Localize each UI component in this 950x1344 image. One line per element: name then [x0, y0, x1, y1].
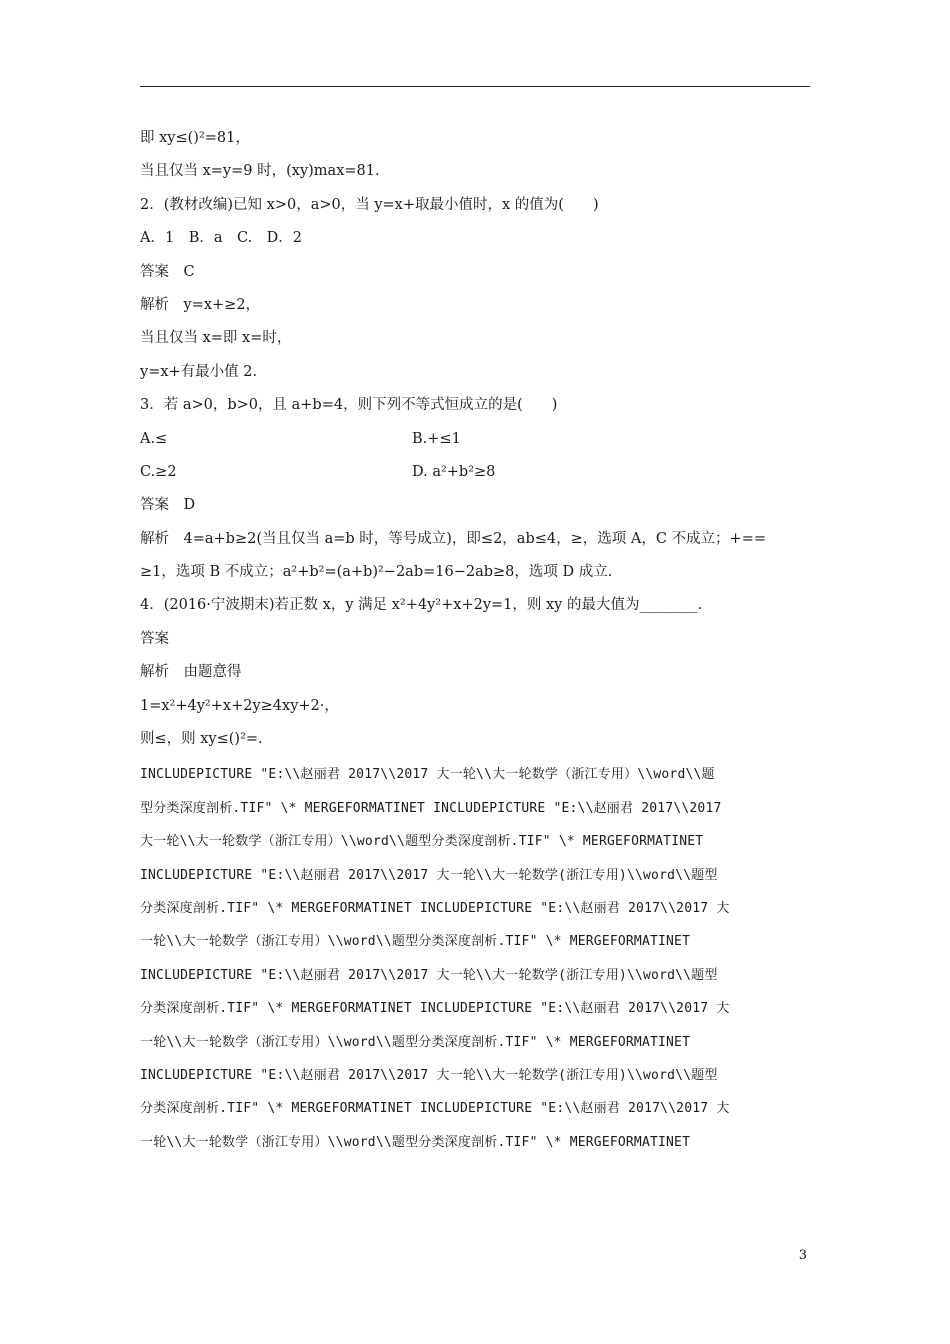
- question-4: 4．(2016·宁波期末)若正数 x，y 满足 x²+4y²+x+2y=1，则 xy 的最大值为________.: [140, 597, 703, 614]
- field-code-line: 大一轮\\大一轮数学（浙江专用）\\word\\题型分类深度剖析.TIF" \* MERGEFORMATINET: [140, 834, 704, 850]
- field-code-line: INCLUDEPICTURE "E:\\赵丽君 2017\\2017 大一轮\\大一轮数学(浙江专用)\\word\\题型: [140, 1067, 718, 1083]
- option-c: C.≥2: [140, 463, 177, 480]
- field-code-line: 分类深度剖析.TIF" \* MERGEFORMATINET INCLUDEPICTURE "E:\\赵丽君 2017\\2017 大: [140, 1001, 730, 1017]
- header-rule: [140, 86, 810, 87]
- answer-label: 答案: [140, 630, 169, 647]
- solution-line: 则≤，则 xy≤()²=.: [140, 731, 263, 748]
- page-content: [140, 122, 812, 1159]
- question-2-options: A．1 B．a C. D．2: [140, 230, 303, 247]
- question-3-options-row: [140, 423, 812, 456]
- answer-label: 答案 D: [140, 497, 196, 514]
- field-code-line: INCLUDEPICTURE "E:\\赵丽君 2017\\2017 大一轮\\大一轮数学(浙江专用)\\word\\题型: [140, 967, 718, 983]
- field-code-line: INCLUDEPICTURE "E:\\赵丽君 2017\\2017 大一轮\\大一轮数学(浙江专用)\\word\\题型: [140, 867, 718, 883]
- field-code-line: 分类深度剖析.TIF" \* MERGEFORMATINET INCLUDEPICTURE "E:\\赵丽君 2017\\2017 大: [140, 1101, 730, 1117]
- field-code-line: 一轮\\大一轮数学（浙江专用）\\word\\题型分类深度剖析.TIF" \* MERGEFORMATINET: [140, 1134, 691, 1150]
- solution-line: 解析 y=x+≥2，: [140, 296, 261, 313]
- text-line: 即 xy≤()²=81，: [140, 130, 250, 146]
- field-code-line: 一轮\\大一轮数学（浙江专用）\\word\\题型分类深度剖析.TIF" \* MERGEFORMATINET: [140, 934, 691, 950]
- field-code-line: 一轮\\大一轮数学（浙江专用）\\word\\题型分类深度剖析.TIF" \* MERGEFORMATINET: [140, 1034, 691, 1050]
- option-b: B.+≤1: [412, 430, 461, 447]
- question-2: 2．(教材改编)已知 x>0，a>0，当 y=x+取最小值时，x 的值为( ): [140, 196, 599, 213]
- solution-line: y=x+有最小值 2.: [140, 363, 258, 380]
- question-3: 3．若 a>0，b>0，且 a+b=4，则下列不等式恒成立的是( ): [140, 397, 558, 414]
- solution-line: 解析 由题意得: [140, 664, 242, 681]
- option-a: A.≤: [140, 430, 168, 447]
- text-line: 当且仅当 x=y=9 时，(xy)max=81.: [140, 163, 380, 180]
- field-code-line: 分类深度剖析.TIF" \* MERGEFORMATINET INCLUDEPICTURE "E:\\赵丽君 2017\\2017 大: [140, 900, 730, 916]
- solution-line: 解析 4=a+b≥2(当且仅当 a=b 时，等号成立)，即≤2，ab≤4，≥，选项 A，C 不成立；+==: [140, 530, 766, 547]
- solution-line: ≥1，选项 B 不成立；a²+b²=(a+b)²−2ab=16−2ab≥8，选项 D 成立.: [140, 564, 613, 581]
- solution-line: 当且仅当 x=即 x=时，: [140, 330, 292, 347]
- page-number: 3: [798, 1248, 807, 1263]
- solution-line: 1=x²+4y²+x+2y≥4xy+2·，: [140, 697, 339, 714]
- field-code-line: 型分类深度剖析.TIF" \* MERGEFORMATINET INCLUDEPICTURE "E:\\赵丽君 2017\\2017: [140, 800, 722, 816]
- field-code-line: INCLUDEPICTURE "E:\\赵丽君 2017\\2017 大一轮\\大一轮数学（浙江专用）\\word\\题: [140, 767, 715, 783]
- answer-label: 答案 C: [140, 263, 195, 280]
- question-3-options-row: [140, 456, 812, 489]
- option-d: D. a²+b²≥8: [412, 463, 496, 480]
